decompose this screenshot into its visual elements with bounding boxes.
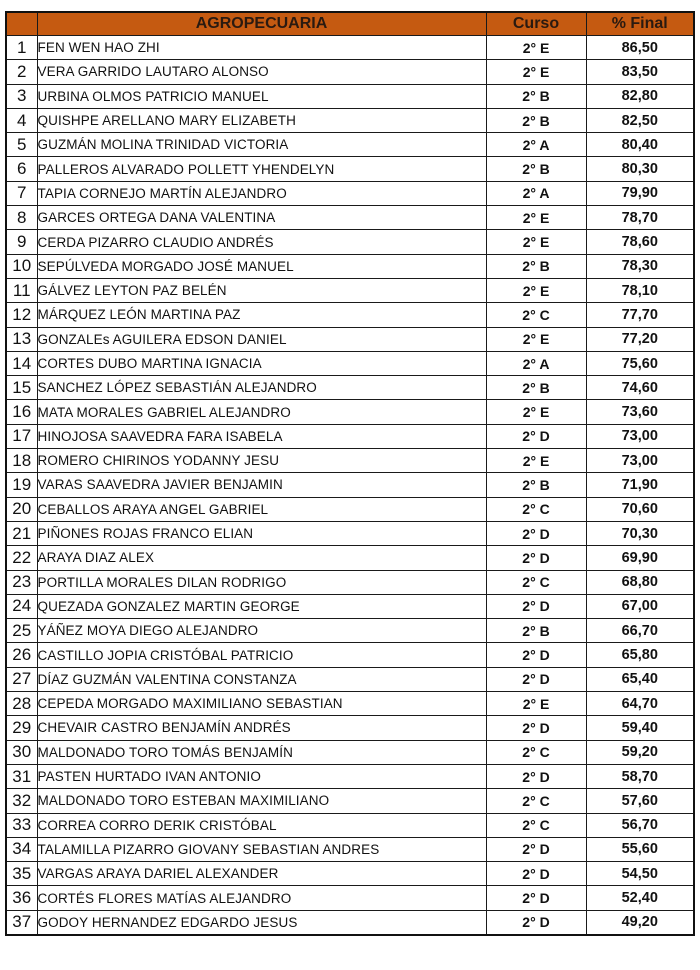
course-cell: 2° C [486,497,586,521]
student-name: MATA MORALES GABRIEL ALEJANDRO [37,400,486,424]
table-row [6,546,694,570]
student-name: CORREA CORRO DERIK CRISTÓBAL [37,813,486,837]
table-row [6,716,694,740]
results-table [5,11,695,936]
row-index: 1 [6,36,37,60]
header-final: % Final [586,12,694,36]
final-percent: 66,70 [586,619,694,643]
student-name: GARCES ORTEGA DANA VALENTINA [37,206,486,230]
student-name: PASTEN HURTADO IVAN ANTONIO [37,764,486,788]
student-name: QUEZADA GONZALEZ MARTIN GEORGE [37,594,486,618]
student-name: MALDONADO TORO ESTEBAN MAXIMILIANO [37,789,486,813]
course-cell: 2° C [486,789,586,813]
course-cell: 2° B [486,157,586,181]
table-row [6,254,694,278]
course-cell: 2° D [486,716,586,740]
row-index: 25 [6,619,37,643]
table-row [6,84,694,108]
table-row [6,351,694,375]
course-cell: 2° A [486,351,586,375]
course-cell: 2° E [486,60,586,84]
table-row [6,813,694,837]
row-index: 29 [6,716,37,740]
row-index: 36 [6,886,37,910]
student-name: VERA GARRIDO LAUTARO ALONSO [37,60,486,84]
student-name: DÍAZ GUZMÁN VALENTINA CONSTANZA [37,667,486,691]
row-index: 28 [6,692,37,716]
final-percent: 74,60 [586,376,694,400]
final-percent: 64,70 [586,692,694,716]
final-percent: 70,30 [586,521,694,545]
row-index: 34 [6,837,37,861]
student-name: HINOJOSA SAAVEDRA FARA ISABELA [37,424,486,448]
final-percent: 59,20 [586,740,694,764]
final-percent: 49,20 [586,910,694,935]
row-index: 19 [6,473,37,497]
final-percent: 78,60 [586,230,694,254]
row-index: 5 [6,133,37,157]
table-row [6,521,694,545]
row-index: 17 [6,424,37,448]
final-percent: 58,70 [586,764,694,788]
row-index: 4 [6,108,37,132]
course-cell: 2° E [486,206,586,230]
student-name: YÁÑEZ MOYA DIEGO ALEJANDRO [37,619,486,643]
row-index: 18 [6,449,37,473]
final-percent: 67,00 [586,594,694,618]
course-cell: 2° D [486,837,586,861]
row-index: 24 [6,594,37,618]
table-row [6,206,694,230]
student-name: PIÑONES ROJAS FRANCO ELIAN [37,521,486,545]
course-cell: 2° E [486,400,586,424]
final-percent: 65,80 [586,643,694,667]
row-index: 15 [6,376,37,400]
course-cell: 2° A [486,181,586,205]
row-index: 12 [6,303,37,327]
student-name: CEBALLOS ARAYA ANGEL GABRIEL [37,497,486,521]
final-percent: 82,80 [586,84,694,108]
final-percent: 73,00 [586,424,694,448]
student-name: GONZALEs AGUILERA EDSON DANIEL [37,327,486,351]
table-row [6,619,694,643]
final-percent: 77,20 [586,327,694,351]
table-row [6,910,694,935]
final-percent: 69,90 [586,546,694,570]
row-index: 26 [6,643,37,667]
final-percent: 80,30 [586,157,694,181]
course-cell: 2° D [486,643,586,667]
table-row [6,108,694,132]
row-index: 2 [6,60,37,84]
student-name: MÁRQUEZ LEÓN MARTINA PAZ [37,303,486,327]
course-cell: 2° E [486,692,586,716]
course-cell: 2° D [486,594,586,618]
course-cell: 2° D [486,424,586,448]
table-row [6,230,694,254]
course-cell: 2° E [486,327,586,351]
header-agropecuaria: AGROPECUARIA [37,12,486,36]
table-row [6,449,694,473]
final-percent: 75,60 [586,351,694,375]
row-index: 11 [6,278,37,302]
row-index: 13 [6,327,37,351]
course-cell: 2° B [486,473,586,497]
student-name: VARGAS ARAYA DARIEL ALEXANDER [37,862,486,886]
final-percent: 52,40 [586,886,694,910]
final-percent: 78,30 [586,254,694,278]
header-row [6,12,694,36]
course-cell: 2° D [486,764,586,788]
table-row [6,594,694,618]
row-index: 10 [6,254,37,278]
row-index: 23 [6,570,37,594]
final-percent: 56,70 [586,813,694,837]
final-percent: 70,60 [586,497,694,521]
student-name: PALLEROS ALVARADO POLLETT YHENDELYN [37,157,486,181]
course-cell: 2° E [486,36,586,60]
student-name: CASTILLO JOPIA CRISTÓBAL PATRICIO [37,643,486,667]
student-name: ARAYA DIAZ ALEX [37,546,486,570]
final-percent: 68,80 [586,570,694,594]
student-name: VARAS SAAVEDRA JAVIER BENJAMIN [37,473,486,497]
final-percent: 54,50 [586,862,694,886]
course-cell: 2° E [486,449,586,473]
final-percent: 57,60 [586,789,694,813]
student-name: PORTILLA MORALES DILAN RODRIGO [37,570,486,594]
final-percent: 73,60 [586,400,694,424]
table-row [6,570,694,594]
final-percent: 79,90 [586,181,694,205]
table-row [6,862,694,886]
table-row [6,740,694,764]
student-name: MALDONADO TORO TOMÁS BENJAMÍN [37,740,486,764]
final-percent: 71,90 [586,473,694,497]
student-name: GÁLVEZ LEYTON PAZ BELÉN [37,278,486,302]
student-name: TALAMILLA PIZARRO GIOVANY SEBASTIAN ANDRES [37,837,486,861]
student-name: URBINA OLMOS PATRICIO MANUEL [37,84,486,108]
final-percent: 65,40 [586,667,694,691]
table-row [6,400,694,424]
student-name: FEN WEN HAO ZHI [37,36,486,60]
row-index: 33 [6,813,37,837]
table-row [6,376,694,400]
table-body [6,36,694,935]
course-cell: 2° C [486,570,586,594]
table-row [6,837,694,861]
student-name: GUZMÁN MOLINA TRINIDAD VICTORIA [37,133,486,157]
course-cell: 2° C [486,303,586,327]
course-cell: 2° B [486,84,586,108]
table-row [6,327,694,351]
table-row [6,789,694,813]
student-name: CEPEDA MORGADO MAXIMILIANO SEBASTIAN [37,692,486,716]
table-row [6,424,694,448]
table-row [6,886,694,910]
table-row [6,181,694,205]
final-percent: 82,50 [586,108,694,132]
final-percent: 78,70 [586,206,694,230]
course-cell: 2° B [486,619,586,643]
student-name: CERDA PIZARRO CLAUDIO ANDRÉS [37,230,486,254]
final-percent: 59,40 [586,716,694,740]
table-row [6,692,694,716]
student-name: QUISHPE ARELLANO MARY ELIZABETH [37,108,486,132]
course-cell: 2° D [486,546,586,570]
table-row [6,303,694,327]
final-percent: 73,00 [586,449,694,473]
header-index [6,12,37,36]
course-cell: 2° B [486,254,586,278]
row-index: 32 [6,789,37,813]
row-index: 21 [6,521,37,545]
course-cell: 2° C [486,813,586,837]
student-name: CORTÉS FLORES MATÍAS ALEJANDRO [37,886,486,910]
table-row [6,497,694,521]
row-index: 31 [6,764,37,788]
row-index: 3 [6,84,37,108]
row-index: 9 [6,230,37,254]
course-cell: 2° E [486,278,586,302]
course-cell: 2° D [486,886,586,910]
row-index: 8 [6,206,37,230]
table-row [6,133,694,157]
row-index: 20 [6,497,37,521]
course-cell: 2° B [486,376,586,400]
course-cell: 2° C [486,740,586,764]
table-row [6,764,694,788]
final-percent: 55,60 [586,837,694,861]
final-percent: 80,40 [586,133,694,157]
course-cell: 2° D [486,667,586,691]
student-name: ROMERO CHIRINOS YODANNY JESU [37,449,486,473]
table-row [6,643,694,667]
table-row [6,473,694,497]
course-cell: 2° D [486,862,586,886]
row-index: 14 [6,351,37,375]
student-name: SANCHEZ LÓPEZ SEBASTIÁN ALEJANDRO [37,376,486,400]
student-name: CHEVAIR CASTRO BENJAMÍN ANDRÉS [37,716,486,740]
final-percent: 77,70 [586,303,694,327]
row-index: 27 [6,667,37,691]
course-cell: 2° D [486,521,586,545]
table-row [6,278,694,302]
table-row [6,667,694,691]
row-index: 35 [6,862,37,886]
course-cell: 2° B [486,108,586,132]
course-cell: 2° A [486,133,586,157]
row-index: 16 [6,400,37,424]
table-header [6,12,694,36]
table-row [6,157,694,181]
row-index: 22 [6,546,37,570]
row-index: 30 [6,740,37,764]
table-row [6,36,694,60]
header-curso: Curso [486,12,586,36]
final-percent: 78,10 [586,278,694,302]
course-cell: 2° D [486,910,586,935]
student-name: TAPIA CORNEJO MARTÍN ALEJANDRO [37,181,486,205]
table-row [6,60,694,84]
row-index: 37 [6,910,37,935]
row-index: 7 [6,181,37,205]
student-name: CORTES DUBO MARTINA IGNACIA [37,351,486,375]
student-name: SEPÚLVEDA MORGADO JOSÉ MANUEL [37,254,486,278]
final-percent: 86,50 [586,36,694,60]
final-percent: 83,50 [586,60,694,84]
course-cell: 2° E [486,230,586,254]
row-index: 6 [6,157,37,181]
student-name: GODOY HERNANDEZ EDGARDO JESUS [37,910,486,935]
